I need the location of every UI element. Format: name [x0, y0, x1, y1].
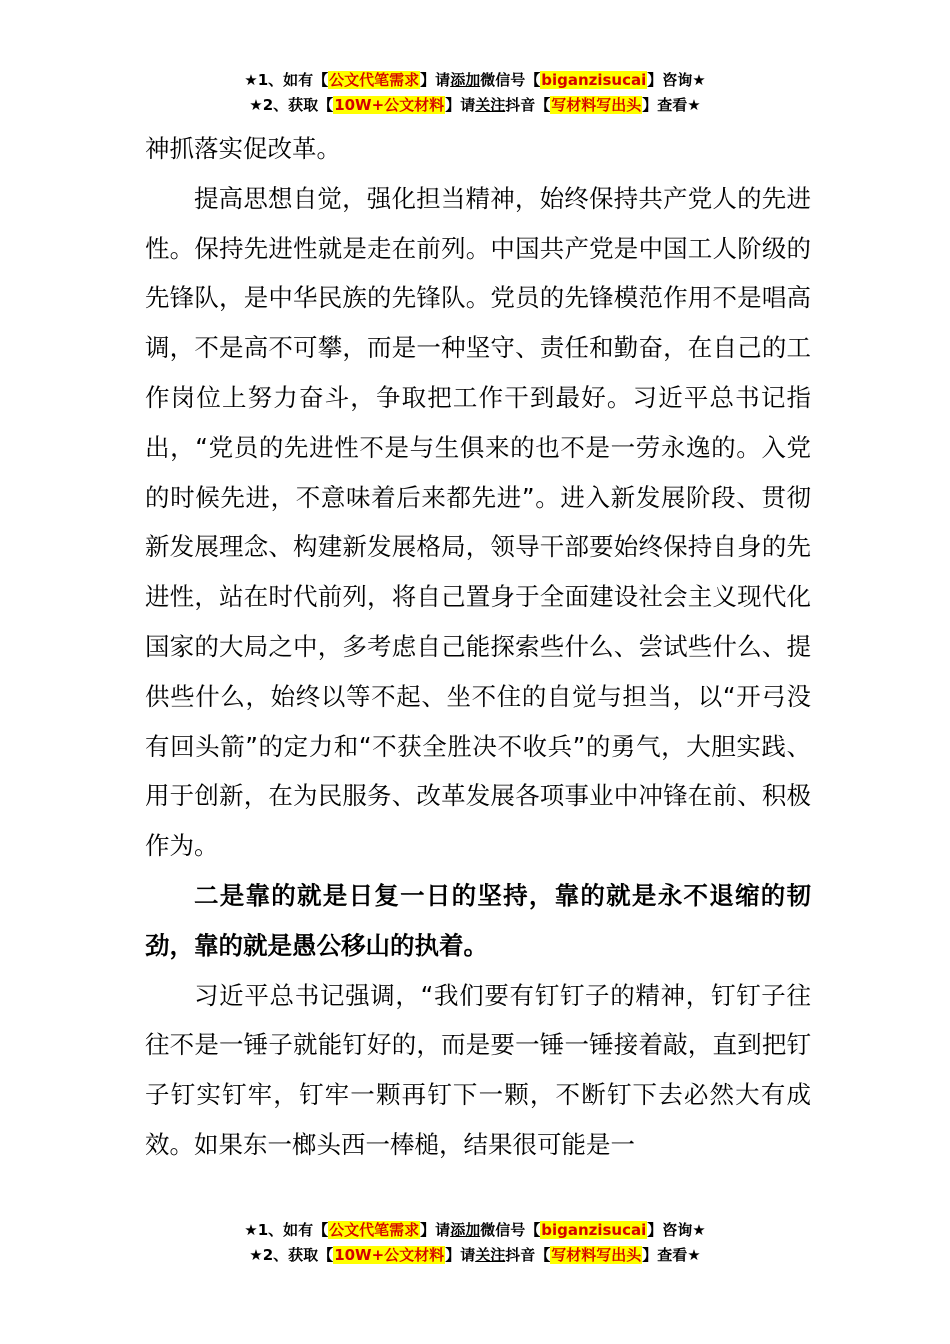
document-body — [145, 124, 811, 1170]
banner-highlight: 写材料写出头 — [551, 96, 642, 114]
paragraph: 提高思想自觉，强化担当精神，始终保持共产党人的先进性。保持先进性就是走在前列。中国共产党是中国工人阶级的先锋队，是中华民族的先锋队。党员的先锋模范作用不是唱高调，不是高不可攀，而是一种坚守、责任和勤奋，在自己的工作岗位上努力奋斗，争取把工作干到最好。习近平总书记指出，“党员的先进性不是与生俱来的也不是一劳永逸的。入党的时候先进，不意味着后来都先进”。进入新发展阶段、贯彻新发展理念、构建新发展格局，领导干部要始终保持自身的先进性，站在时代前列，将自己置身于全面建设社会主义现代化国家的大局之中，多考虑自己能探索些什么、尝试些什么、提供些什么，始终以等不起、坐不住的自觉与担当，以“开弓没有回头箭”的定力和“不获全胜决不收兵”的勇气，大胆实践、用于创新，在为民服务、改革发展各项事业中冲锋在前、积极作为。 — [145, 183, 811, 861]
banner-underline: 关注 — [475, 1246, 506, 1264]
banner-prefix: ★2、获取【 — [249, 1246, 334, 1264]
banner-underline: 添加 — [450, 71, 481, 89]
banner-text: 】请 — [420, 71, 451, 89]
banner-suffix: 】查看★ — [642, 96, 701, 114]
header-banner-line-2 — [0, 94, 950, 116]
banner-prefix: ★1、如有【 — [244, 71, 329, 89]
header-banner-line-1 — [0, 69, 950, 91]
banner-text: 】请 — [445, 96, 476, 114]
footer-banner-line-1 — [0, 1219, 950, 1241]
banner-text: 微信号【 — [480, 1221, 541, 1239]
banner-highlight: 公文代笔需求 — [329, 1221, 420, 1239]
banner-highlight: 10W+公文材料 — [334, 96, 445, 114]
banner-highlight: biganzisucai — [541, 71, 647, 89]
banner-suffix: 】查看★ — [642, 1246, 701, 1264]
banner-text: 】请 — [445, 1246, 476, 1264]
banner-text: 】请 — [420, 1221, 451, 1239]
banner-highlight: biganzisucai — [541, 1221, 647, 1239]
banner-highlight: 10W+公文材料 — [334, 1246, 445, 1264]
banner-underline: 添加 — [450, 1221, 481, 1239]
banner-suffix: 】咨询★ — [647, 1221, 706, 1239]
banner-text: 微信号【 — [480, 71, 541, 89]
banner-highlight: 写材料写出头 — [551, 1246, 642, 1264]
banner-underline: 关注 — [475, 96, 506, 114]
footer-banner-line-2 — [0, 1244, 950, 1266]
banner-prefix: ★1、如有【 — [244, 1221, 329, 1239]
paragraph: 习近平总书记强调，“我们要有钉钉子的精神，钉钉子往往不是一锤子就能钉好的，而是要一锤一锤接着敲，直到把钉子钉实钉牢，钉牢一颗再钉下一颗，不断钉下去必然大有成效。如果东一榔头西一棒槌，结果很可能是一 — [145, 980, 811, 1159]
section-heading: 二是靠的就是日复一日的坚持，靠的就是永不退缩的韧劲，靠的就是愚公移山的执着。 — [145, 880, 811, 960]
banner-text: 抖音【 — [505, 96, 551, 114]
banner-prefix: ★2、获取【 — [249, 96, 334, 114]
paragraph-continuation: 神抓落实促改革。 — [145, 134, 341, 163]
banner-suffix: 】咨询★ — [647, 71, 706, 89]
banner-text: 抖音【 — [505, 1246, 551, 1264]
banner-highlight: 公文代笔需求 — [329, 71, 420, 89]
